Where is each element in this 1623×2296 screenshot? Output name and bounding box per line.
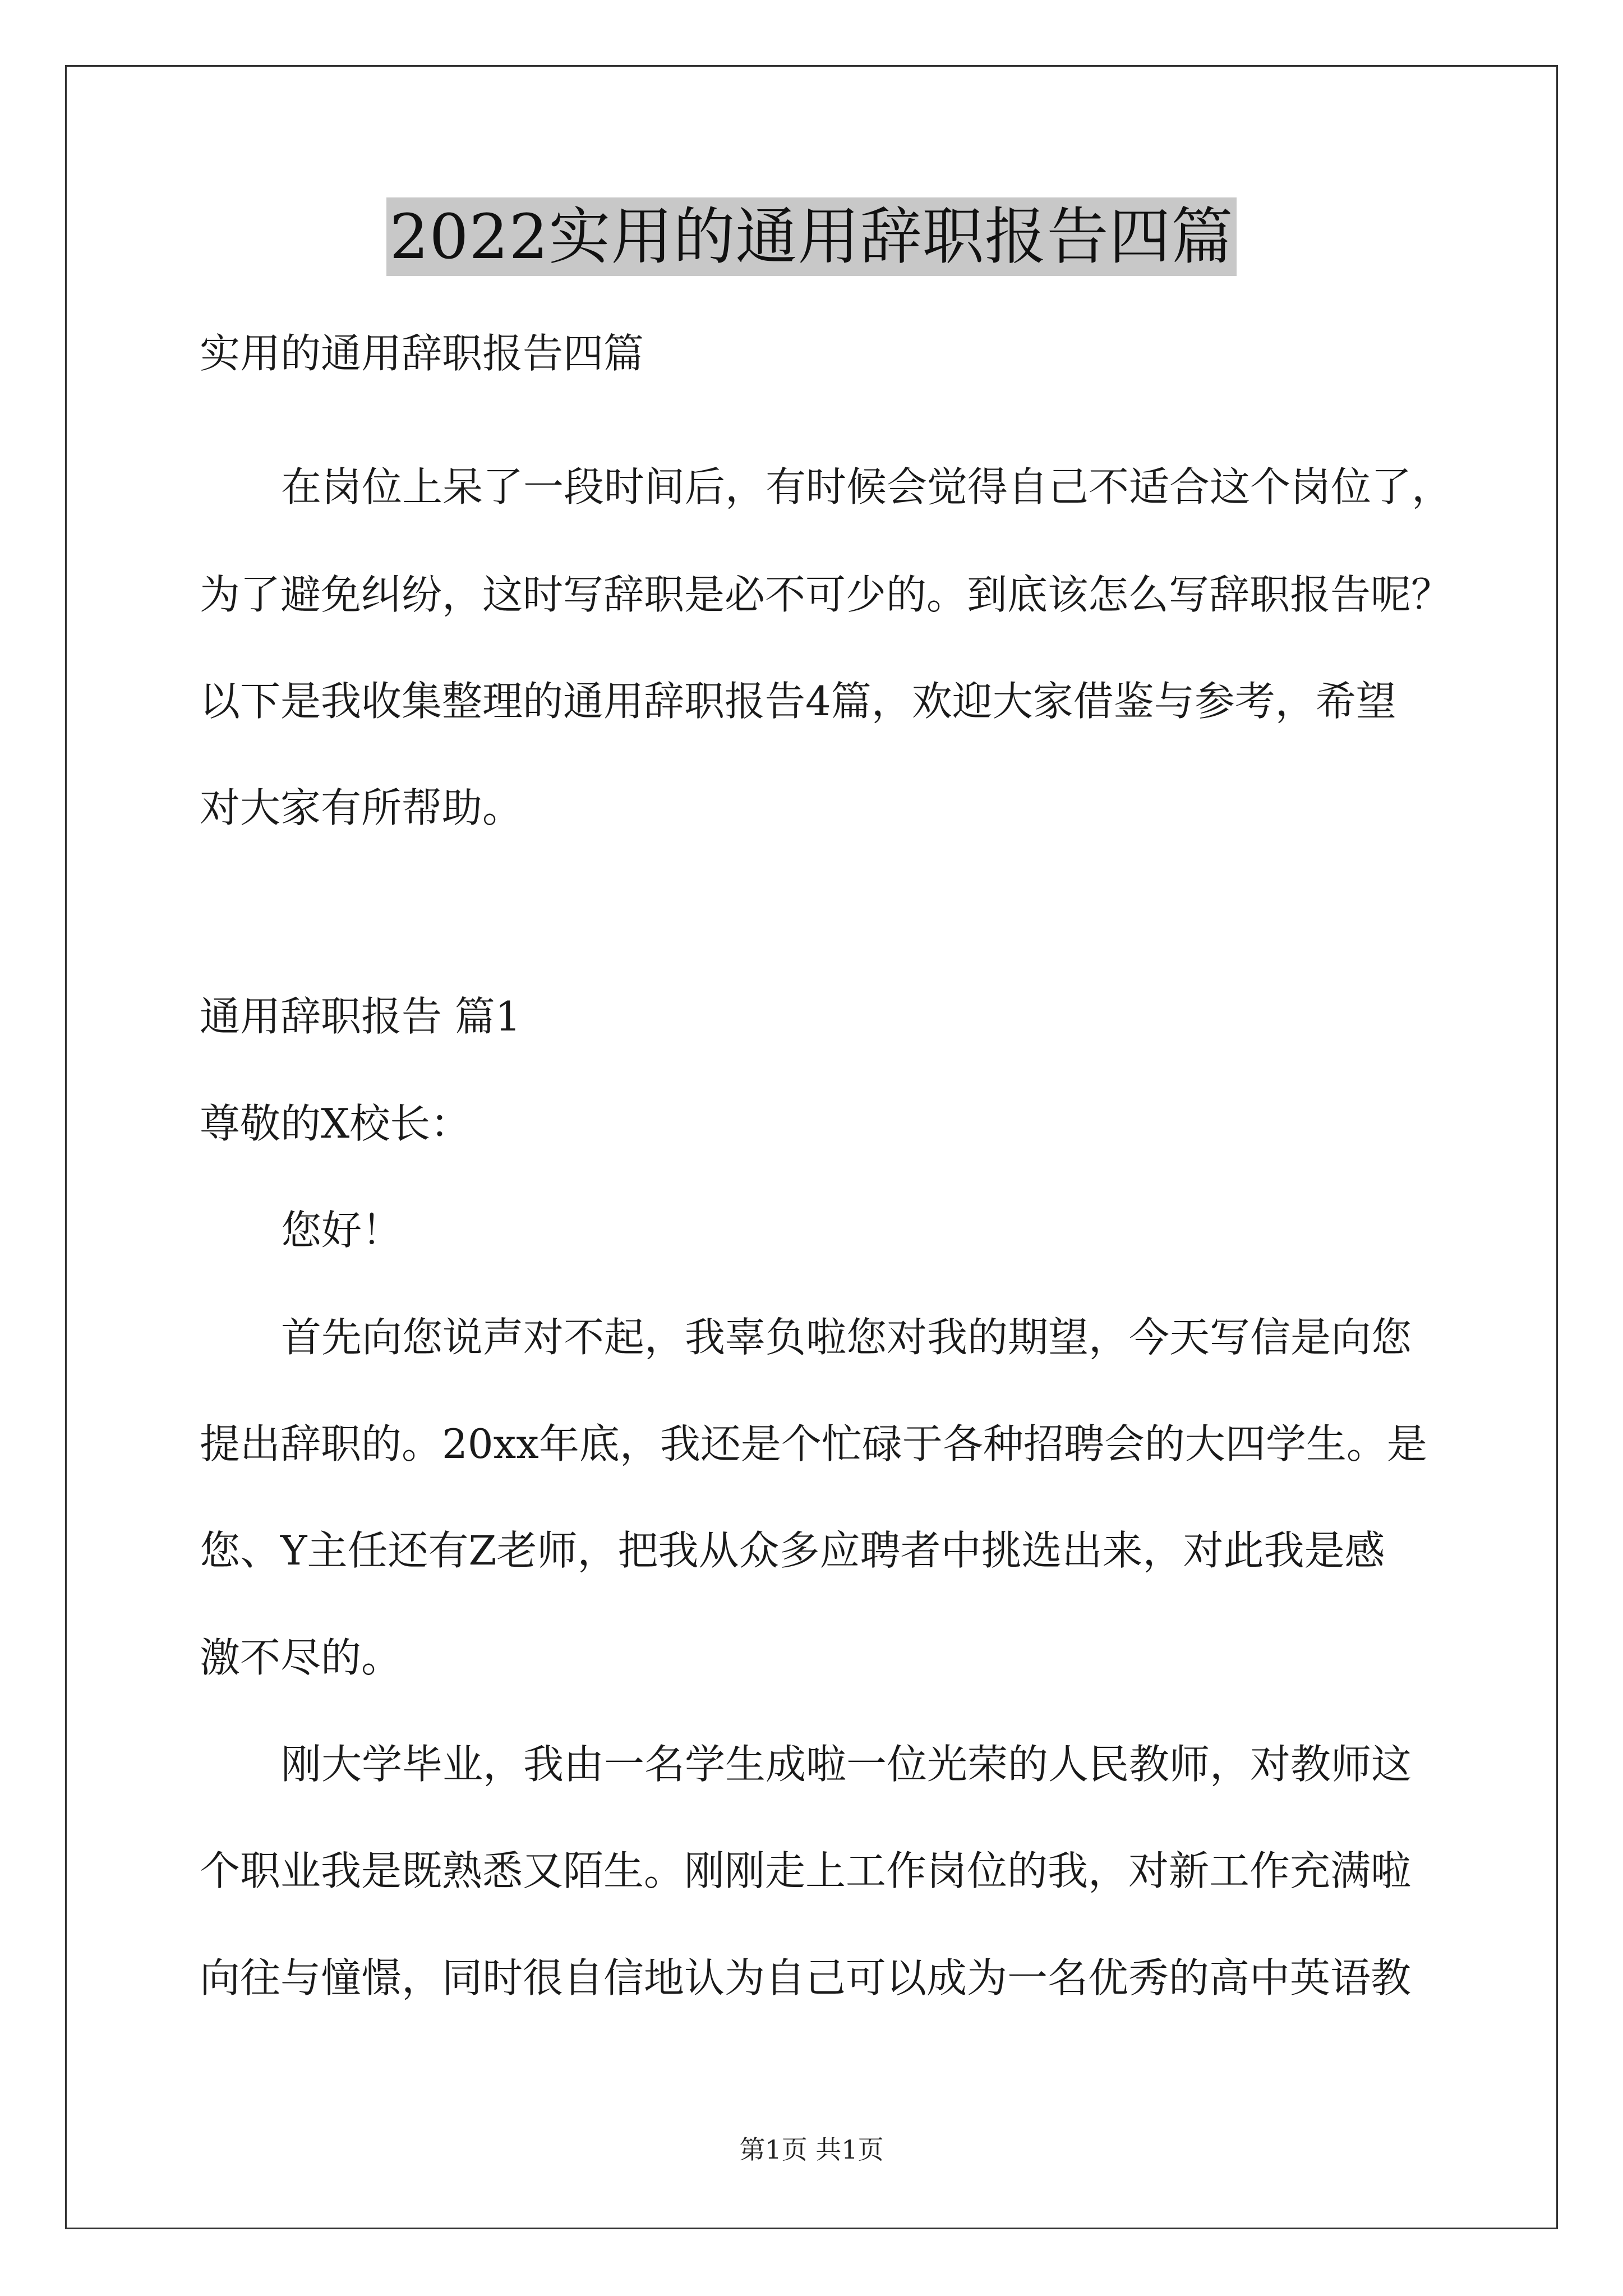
subtitle-line: 实用的通用辞职报告四篇 [200, 330, 644, 377]
paragraph-line: 为了避免纠纷，这时写辞职是必不可少的。到底该怎么写辞职报告呢？ [200, 571, 1452, 618]
paragraph-line: 向往与憧憬，同时很自信地认为自己可以成为一名优秀的高中英语教 [200, 1954, 1412, 2001]
salutation-line: 尊敬的X校长： [200, 1100, 471, 1147]
paragraph-line: 在岗位上呆了一段时间后，有时候会觉得自己不适合这个岗位了， [281, 463, 1453, 510]
paragraph-line: 以下是我收集整理的通用辞职报告4篇，欢迎大家借鉴与参考，希望 [200, 678, 1396, 725]
paragraph-line: 刚大学毕业，我由一名学生成啦一位光荣的人民教师，对教师这 [281, 1741, 1412, 1788]
paragraph-line: 提出辞职的。20xx年底，我还是个忙碌于各种招聘会的大四学生。是 [200, 1420, 1427, 1467]
document-title: 2022实用的通用辞职报告四篇 [386, 197, 1237, 276]
paragraph-line: 激不尽的。 [200, 1634, 402, 1681]
paragraph-line: 首先向您说声对不起，我辜负啦您对我的期望，今天写信是向您 [281, 1314, 1412, 1361]
title-wrap [0, 197, 1623, 276]
greeting-line: 您好！ [281, 1207, 403, 1254]
paragraph-line: 对大家有所帮助。 [200, 784, 523, 831]
paragraph-line: 您、Y主任还有Z老师，把我从众多应聘者中挑选出来，对此我是感 [200, 1527, 1385, 1574]
section-heading: 通用辞职报告 篇1 [200, 993, 521, 1040]
paragraph-line: 个职业我是既熟悉又陌生。刚刚走上工作岗位的我，对新工作充满啦 [200, 1847, 1412, 1894]
page-footer: 第1页 共1页 [739, 2134, 884, 2165]
